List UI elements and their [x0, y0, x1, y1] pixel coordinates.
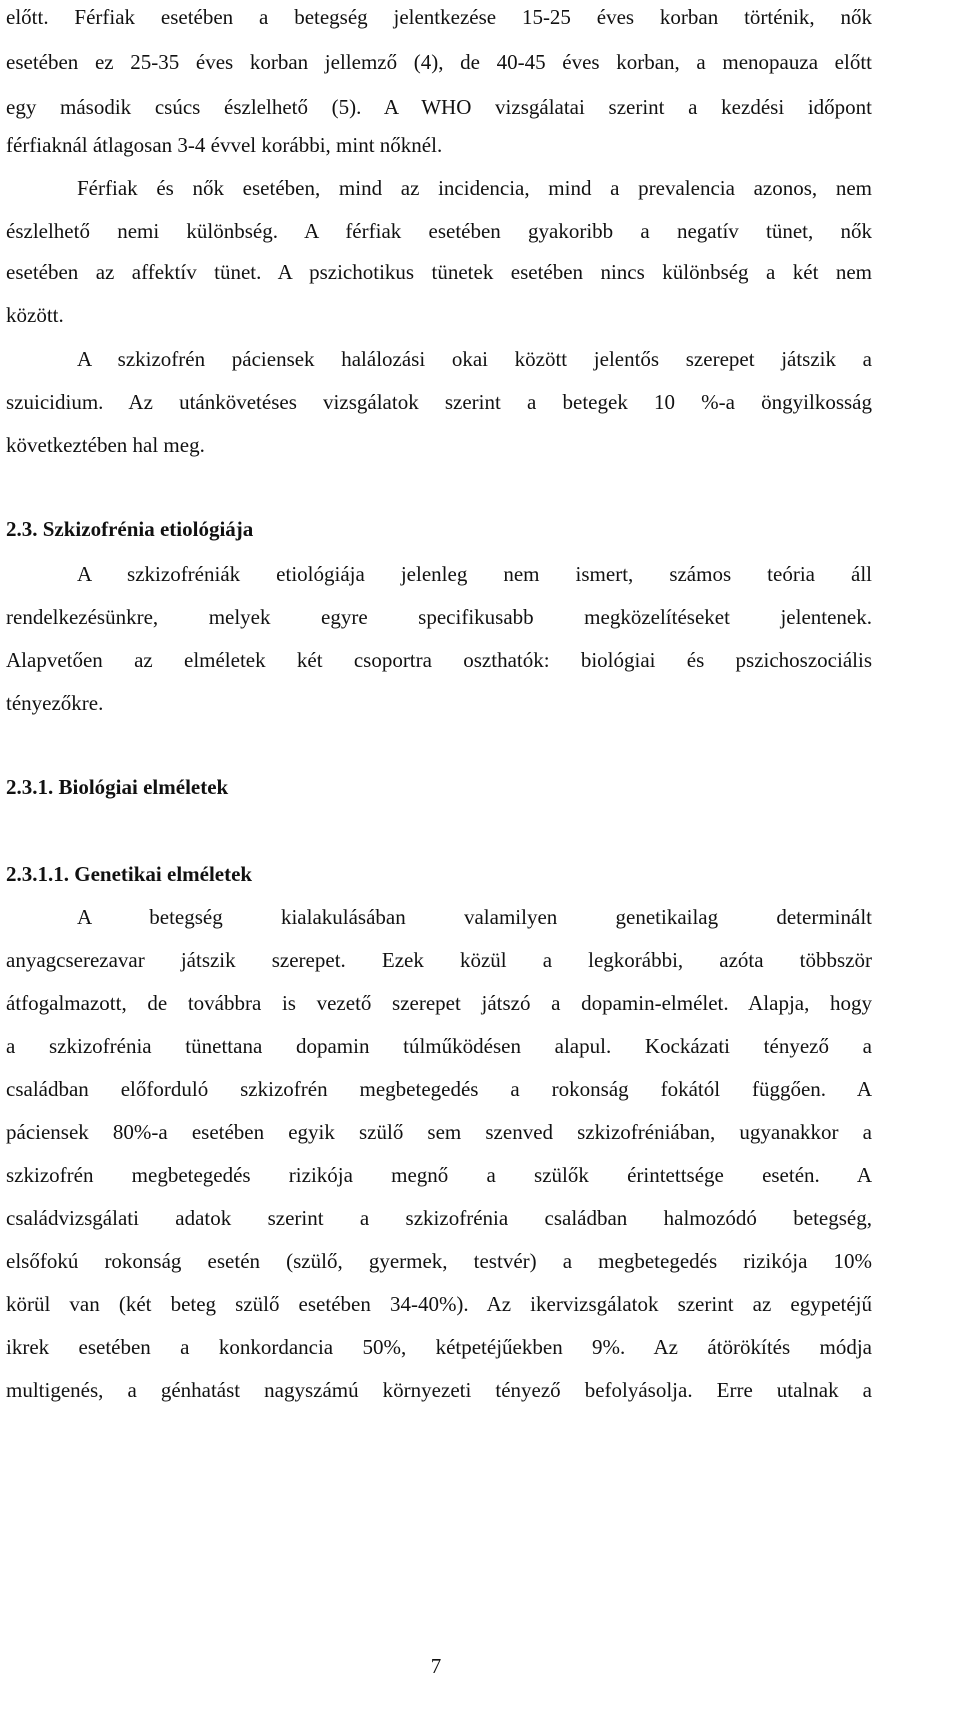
text-line: rendelkezésünkre, melyek egyre specifikusabb megközelítéseket jelentenek. [6, 605, 872, 629]
text-line: átfogalmazott, de továbbra is vezető szerepet játszó a dopamin-elmélet. Alapja, hogy [6, 991, 872, 1015]
text-line: között. [6, 303, 64, 327]
text-line: észlelhető nemi különbség. A férfiak esetében gyakoribb a negatív tünet, nők [6, 219, 872, 243]
text-line: A betegség kialakulásában valamilyen genetikailag determinált [77, 905, 872, 929]
text-line: családban előforduló szkizofrén megbetegedés a rokonság fokától függően. A [6, 1077, 872, 1101]
text-line: esetében ez 25-35 éves korban jellemző (4), de 40-45 éves korban, a menopauza előtt [6, 50, 872, 74]
text-line: családvizsgálati adatok szerint a szkizofrénia családban halmozódó betegség, [6, 1206, 872, 1230]
text-line: Férfiak és nők esetében, mind az incidencia, mind a prevalencia azonos, nem [77, 176, 872, 200]
text-line: elsőfokú rokonság esetén (szülő, gyermek, testvér) a megbetegedés rizikója 10% [6, 1249, 872, 1273]
text-line: következtében hal meg. [6, 433, 205, 457]
text-line: A szkizofrén páciensek halálozási okai között jelentős szerepet játszik a [77, 347, 872, 371]
text-line: egy második csúcs észlelhető (5). A WHO vizsgálatai szerint a kezdési időpont [6, 95, 872, 119]
section-heading: 2.3. Szkizofrénia etiológiája [6, 517, 254, 541]
text-line: anyagcserezavar játszik szerepet. Ezek közül a legkorábbi, azóta többször [6, 948, 872, 972]
text-line: A szkizofréniák etiológiája jelenleg nem ismert, számos teória áll [77, 562, 872, 586]
text-line: előtt. Férfiak esetében a betegség jelentkezése 15-25 éves korban történik, nők [6, 5, 872, 29]
text-line: ikrek esetében a konkordancia 50%, kétpetéjűekben 9%. Az átörökítés módja [6, 1335, 872, 1359]
text-line: páciensek 80%-a esetében egyik szülő sem szenved szkizofréniában, ugyanakkor a [6, 1120, 872, 1144]
text-line: esetében az affektív tünet. A pszichotikus tünetek esetében nincs különbség a két nem [6, 260, 872, 284]
subsubsection-heading: 2.3.1.1. Genetikai elméletek [6, 862, 253, 886]
text-line: férfiaknál átlagosan 3-4 évvel korábbi, mint nőknél. [6, 133, 443, 157]
text-line: szuicidium. Az utánkövetéses vizsgálatok szerint a betegek 10 %-a öngyilkosság [6, 390, 872, 414]
text-line: szkizofrén megbetegedés rizikója megnő a szülők érintettsége esetén. A [6, 1163, 872, 1187]
text-line: multigenés, a génhatást nagyszámú környezeti tényező befolyásolja. Erre utalnak a [6, 1378, 872, 1402]
text-line: Alapvetően az elméletek két csoportra oszthatók: biológiai és pszichoszociális [6, 648, 872, 672]
subsection-heading: 2.3.1. Biológiai elméletek [6, 775, 229, 799]
page-number: 7 [430, 1654, 442, 1678]
text-line: tényezőkre. [6, 691, 104, 715]
text-line: a szkizofrénia tünettana dopamin túlműködésen alapul. Kockázati tényező a [6, 1034, 872, 1058]
text-line: körül van (két beteg szülő esetében 34-40%). Az ikervizsgálatok szerint az egypetéjű [6, 1292, 872, 1316]
